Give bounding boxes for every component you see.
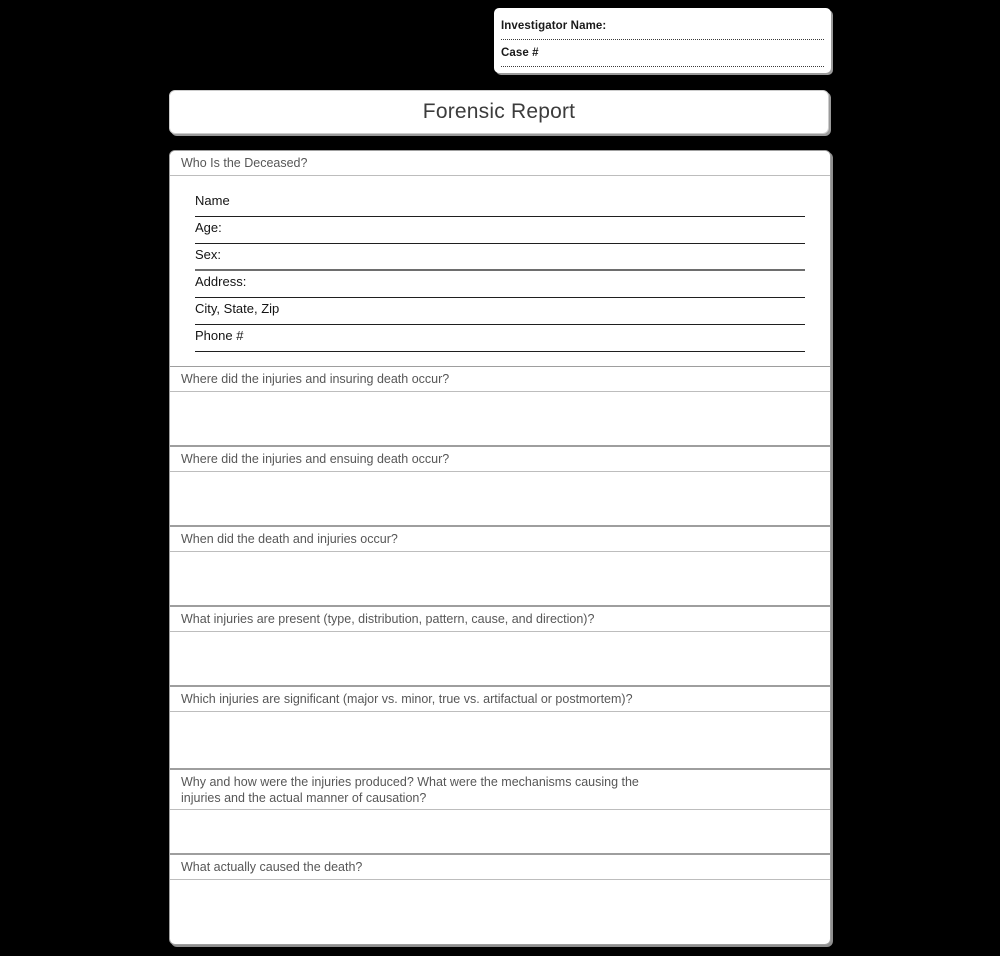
investigator-info-box: [494, 8, 831, 73]
question-group-7: [170, 854, 830, 934]
question-label-2: [170, 447, 830, 472]
deceased-fields-group: [170, 176, 830, 366]
field-label-sex: Sex:: [195, 247, 222, 262]
question-text-1: Where did the injuries and insuring death occur?: [181, 372, 450, 386]
field-row-name[interactable]: [195, 190, 805, 217]
question-label-4: [170, 607, 830, 632]
question-text-6-line1: Why and how were the injuries produced? What were the mechanisms causing the: [181, 775, 639, 789]
answer-area-3[interactable]: [170, 552, 830, 606]
investigator-name-field[interactable]: [501, 13, 824, 40]
report-title-bar: [169, 90, 829, 134]
section-header-deceased: [170, 151, 830, 176]
question-group-4: [170, 606, 830, 686]
question-label-6: [170, 770, 830, 810]
question-group-3: [170, 526, 830, 606]
field-label-phone: Phone #: [195, 328, 244, 343]
question-label-5: [170, 687, 830, 712]
answer-area-1[interactable]: [170, 392, 830, 446]
field-label-age: Age:: [195, 220, 222, 235]
field-row-city-state-zip[interactable]: [195, 298, 805, 325]
question-group-6: [170, 769, 830, 854]
question-group-2: [170, 446, 830, 526]
question-label-7: [170, 855, 830, 880]
field-row-phone[interactable]: [195, 325, 805, 352]
field-label-city-state-zip: City, State, Zip: [195, 301, 280, 316]
field-label-address: Address:: [195, 274, 247, 289]
field-row-age[interactable]: [195, 217, 805, 244]
forensic-report-form-panel: [169, 150, 831, 945]
answer-area-6[interactable]: [170, 810, 830, 854]
answer-area-4[interactable]: [170, 632, 830, 686]
question-group-5: [170, 686, 830, 769]
question-text-2: Where did the injuries and ensuing death occur?: [181, 452, 450, 466]
question-text-3: When did the death and injuries occur?: [181, 532, 398, 546]
question-label-1: [170, 367, 830, 392]
section-header-deceased-label: Who Is the Deceased?: [181, 156, 308, 170]
question-text-5: Which injuries are significant (major vs. minor, true vs. artifactual or postmortem)?: [181, 692, 633, 706]
field-row-sex[interactable]: [195, 244, 805, 271]
question-text-6-line2: injuries and the actual manner of causation?: [181, 791, 427, 805]
answer-area-5[interactable]: [170, 712, 830, 769]
case-number-label: Case #: [501, 47, 539, 59]
investigator-name-label: Investigator Name:: [501, 20, 607, 32]
field-label-name: Name: [195, 193, 230, 208]
answer-area-7[interactable]: [170, 880, 830, 934]
question-label-3: [170, 527, 830, 552]
question-group-1: [170, 366, 830, 446]
question-text-4: What injuries are present (type, distribution, pattern, cause, and direction)?: [181, 612, 595, 626]
field-row-address[interactable]: [195, 271, 805, 298]
case-number-field[interactable]: [501, 40, 824, 67]
question-text-7: What actually caused the death?: [181, 860, 363, 874]
answer-area-2[interactable]: [170, 472, 830, 526]
page-title: Forensic Report: [422, 100, 576, 123]
